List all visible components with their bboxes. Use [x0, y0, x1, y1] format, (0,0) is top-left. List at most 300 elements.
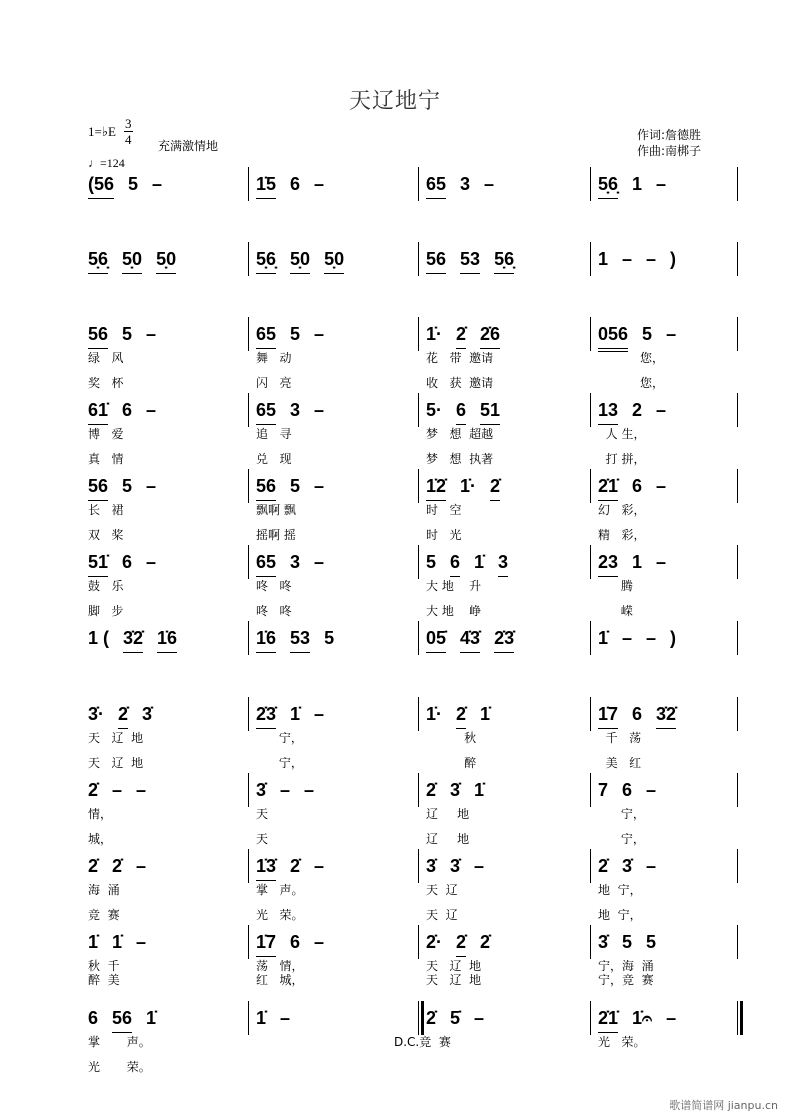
notes — [256, 701, 324, 729]
lyric-line: 绿 风 — [88, 351, 124, 365]
note: – — [112, 780, 123, 800]
lyric-line: 时 空 — [426, 503, 462, 517]
note: 1̇5 — [256, 171, 276, 199]
barline — [248, 317, 249, 351]
note: 3̇ — [256, 780, 267, 800]
lyric-line: 情， — [88, 807, 113, 821]
tempo-marking: ♩=124 — [88, 156, 125, 170]
lyric-line: 人 生， — [598, 427, 646, 441]
note: – — [314, 552, 325, 572]
notes — [256, 246, 344, 274]
notes — [426, 853, 484, 880]
lyric-line: 竞 赛 — [88, 908, 120, 922]
note: 56 — [88, 473, 108, 501]
note: – — [136, 932, 147, 952]
note: 1 — [598, 249, 609, 269]
barline — [590, 469, 591, 503]
score-line — [0, 780, 790, 849]
notes — [256, 397, 324, 425]
notes — [256, 929, 324, 957]
note: 2̇3̇ — [256, 701, 276, 729]
note: 13 — [598, 397, 618, 425]
note: ) — [670, 628, 677, 648]
barline — [418, 393, 419, 427]
lyric-line: 美 红 — [598, 756, 642, 770]
note: 2̇ — [426, 1008, 437, 1028]
note: 56 — [426, 246, 446, 274]
note: 1̇𝄐 — [632, 1008, 653, 1028]
lyric-line: 辽 地 — [426, 832, 470, 846]
time-signature-bottom: 4 — [125, 132, 132, 147]
note: 1̇ — [112, 932, 123, 952]
note: – — [474, 1008, 485, 1028]
lyric-line: 您， — [598, 376, 664, 390]
note: 2̇ — [480, 932, 491, 952]
key-signature: 1=♭E — [88, 124, 116, 139]
notes — [426, 1005, 484, 1032]
lyric-line: 脚 步 — [88, 604, 124, 618]
barline — [737, 697, 738, 731]
barline — [737, 925, 738, 959]
note: 5 — [622, 932, 633, 952]
note: 5 — [122, 476, 133, 496]
note: 1 — [632, 174, 643, 194]
note: – — [136, 780, 147, 800]
lyric-line: 真 情 — [88, 452, 124, 466]
note: 5̣6̣ — [598, 171, 618, 199]
barline — [248, 697, 249, 731]
note: 5 — [324, 628, 335, 648]
note: 5 — [646, 932, 657, 952]
note: – — [314, 476, 325, 496]
barline — [737, 317, 738, 351]
lyric-line: 秋 千 — [88, 959, 120, 973]
note: 2̇ — [490, 473, 500, 501]
barline — [590, 242, 591, 276]
notes — [256, 777, 314, 804]
note: 3̇· — [88, 704, 105, 724]
barline — [248, 773, 249, 807]
note: 2̇ — [456, 701, 466, 729]
note: 3̇ — [142, 704, 153, 724]
note: – — [666, 324, 677, 344]
note: 2̇· — [426, 932, 443, 952]
lyric-line: 舞 动 — [256, 351, 292, 365]
lyric-line: 时 光 — [426, 528, 462, 542]
lyric-line: 醉 — [426, 756, 477, 770]
note: 2̇ — [88, 780, 99, 800]
lyric-line: 宁，竞 赛 — [598, 973, 654, 987]
notes — [256, 625, 334, 653]
notes — [598, 321, 676, 352]
note: 1̇3̇ — [256, 853, 276, 881]
lyric-line: 飘啊 飘 — [256, 503, 296, 517]
lyric-line: 鼓 乐 — [88, 579, 124, 593]
note: 65 — [256, 321, 276, 349]
note: 3̇ — [622, 856, 633, 876]
note: 6 — [122, 400, 133, 420]
note: 5̣6̣ — [256, 246, 276, 274]
lyric-line: 千 荡 — [598, 731, 642, 745]
lyric-line: 腾 — [598, 579, 633, 593]
note: 6 — [622, 780, 633, 800]
note: 61̇ — [88, 397, 108, 425]
notes — [256, 321, 324, 349]
barline — [737, 469, 738, 503]
note: 7 — [598, 780, 609, 800]
score-line — [0, 552, 790, 621]
barline — [248, 242, 249, 276]
barline — [590, 545, 591, 579]
note: 51̇ — [88, 549, 108, 577]
lyric-line: 咚 咚 — [256, 579, 292, 593]
note: 1̇· — [460, 476, 477, 496]
notes — [598, 853, 656, 880]
note: 23 — [598, 549, 618, 577]
note: 1̇ — [474, 780, 485, 800]
lyric-line: 红 城， — [256, 973, 304, 987]
score-line — [0, 174, 790, 243]
score-line — [0, 324, 790, 393]
note: 3 — [290, 552, 301, 572]
note: 2̇1̇ — [598, 473, 618, 501]
barline — [248, 621, 249, 655]
notes — [426, 246, 514, 274]
lyric-line: 辽 地 — [426, 807, 470, 821]
notes — [426, 929, 490, 957]
note: 5̣0 — [122, 246, 142, 274]
barline — [418, 1001, 424, 1035]
notes — [598, 171, 666, 199]
notes — [598, 1005, 676, 1033]
notes — [426, 321, 500, 349]
note: 65 — [256, 549, 276, 577]
lyric-line: 精 彩， — [598, 528, 646, 542]
note: 1̇ — [88, 932, 99, 952]
note: 65 — [256, 397, 276, 425]
note: – — [656, 552, 667, 572]
barline — [737, 242, 738, 276]
lyric-line: 城， — [88, 832, 113, 846]
barline — [248, 545, 249, 579]
note: 5 — [642, 324, 653, 344]
notes — [256, 853, 324, 881]
barline — [737, 849, 738, 883]
note: – — [656, 400, 667, 420]
note: – — [646, 628, 657, 648]
note: 2̇ — [456, 929, 466, 957]
note: 56 — [256, 473, 276, 501]
note: 6 — [632, 476, 643, 496]
score-line — [0, 1008, 790, 1077]
credits — [637, 127, 701, 159]
lyric-line: 光 荣。 — [88, 1060, 151, 1074]
barline — [418, 317, 419, 351]
note: 2̇ — [88, 856, 99, 876]
barline — [590, 697, 591, 731]
lyric-line: 天 辽 — [426, 883, 458, 897]
note: 56 — [88, 321, 108, 349]
barline — [737, 1001, 743, 1035]
barline — [418, 469, 419, 503]
note: 51 — [480, 397, 500, 425]
lyric-line: 长 裙 — [88, 503, 124, 517]
lyric-line: 宁， — [256, 731, 303, 745]
note: 5 — [122, 324, 133, 344]
note: 5 — [426, 552, 437, 572]
note: 5̣0 — [324, 246, 344, 274]
notes — [598, 549, 666, 577]
expression-marking: 充满激情地 — [158, 139, 219, 153]
time-signature-top: 3 — [125, 116, 132, 131]
note: – — [314, 856, 325, 876]
note: 6 — [88, 1008, 99, 1028]
notes — [426, 473, 500, 501]
note: – — [484, 174, 495, 194]
note: 3̇2̇ — [656, 701, 676, 729]
lyric-line: 天 辽 — [426, 908, 458, 922]
lyric-line: 嵘 — [598, 604, 633, 618]
note: 6 — [122, 552, 133, 572]
notes — [598, 929, 656, 956]
barline — [737, 545, 738, 579]
barline — [737, 167, 738, 201]
notes — [426, 397, 500, 425]
note: 1̇6 — [256, 625, 276, 653]
score-line — [0, 400, 790, 469]
note: 5̣6̣ — [494, 246, 514, 274]
lyric-line: 花 带 邀请 — [426, 351, 494, 365]
score-line — [0, 476, 790, 545]
lyric-line: 醉 美 — [88, 973, 120, 987]
note: – — [314, 174, 325, 194]
notes — [256, 473, 324, 501]
barline — [418, 242, 419, 276]
note: – — [136, 856, 147, 876]
note: – — [656, 476, 667, 496]
lyric-line: 梦 想 执著 — [426, 452, 494, 466]
barline — [590, 1001, 591, 1035]
note: 6 — [632, 704, 643, 724]
barline — [590, 849, 591, 883]
note: 1̇ — [146, 1008, 157, 1028]
note: 6 — [456, 397, 466, 425]
notes — [598, 246, 676, 273]
notes — [88, 171, 162, 199]
note: 056 — [598, 321, 628, 352]
note: – — [280, 1008, 291, 1028]
note: 5̣0 — [156, 246, 176, 274]
note: 2̇ — [118, 701, 128, 729]
note: 2̇ — [290, 856, 301, 876]
note: – — [656, 174, 667, 194]
barline — [248, 925, 249, 959]
notes — [88, 701, 152, 729]
lyric-line: 天 — [256, 832, 269, 846]
barline — [418, 773, 419, 807]
barline — [737, 393, 738, 427]
notes — [88, 397, 156, 425]
lyric-line: 双 桨 — [88, 528, 124, 542]
note: 1̇ — [474, 552, 485, 572]
song-title: 天辽地宁 — [348, 89, 441, 114]
lyric-line: 博 爱 — [88, 427, 124, 441]
note: 2̇1̇ — [598, 1005, 618, 1033]
note: 2̇6 — [480, 321, 500, 349]
barline — [590, 773, 591, 807]
barline — [418, 925, 419, 959]
note: – — [314, 704, 325, 724]
note: – — [646, 856, 657, 876]
note: 3̇ — [598, 932, 609, 952]
lyric-line: 荡 情， — [256, 959, 304, 973]
lyric-line: 闪 亮 — [256, 376, 292, 390]
note: – — [146, 476, 157, 496]
notes — [256, 549, 324, 577]
note: 3̇ — [450, 856, 461, 876]
note: 2̇ — [426, 780, 437, 800]
barline — [590, 317, 591, 351]
score-line — [0, 856, 790, 925]
note: 1̇7 — [256, 929, 276, 957]
notes — [426, 549, 508, 577]
note: – — [622, 249, 633, 269]
barline — [248, 167, 249, 201]
lyric-line: 天 辽 地 — [88, 731, 144, 745]
lyric-line: 天 — [256, 807, 269, 821]
note: – — [474, 856, 485, 876]
note: 1̇6 — [157, 625, 177, 653]
notes — [88, 777, 146, 804]
lyric-line: 咚 咚 — [256, 604, 292, 618]
notes — [598, 473, 666, 501]
barline — [418, 167, 419, 201]
lyric-line: 大 地 峥 — [426, 604, 482, 618]
barline — [248, 393, 249, 427]
lyric-line: 摇啊 摇 — [256, 528, 296, 542]
note: 2 — [632, 400, 643, 420]
note: 6 — [290, 174, 301, 194]
note: 1 ( — [88, 628, 110, 648]
barline — [590, 167, 591, 201]
notes — [256, 171, 324, 199]
lyric-line: 追 寻 — [256, 427, 292, 441]
composer: 作曲:南梆子 — [637, 144, 702, 158]
barline — [737, 773, 738, 807]
barline — [590, 621, 591, 655]
note: – — [146, 552, 157, 572]
note: 3̇2̇ — [123, 625, 143, 653]
note: ) — [670, 249, 677, 269]
note: 3̇ — [450, 780, 461, 800]
note: 2̇ — [112, 856, 123, 876]
note: 3 — [498, 549, 508, 577]
notes — [598, 625, 676, 652]
note: 53 — [290, 625, 310, 653]
lyric-line: 地 宁， — [598, 883, 642, 897]
note: 5̇ — [450, 1008, 461, 1028]
note: 2̇ — [598, 856, 609, 876]
note: 1̇ — [256, 1008, 267, 1028]
note: 6 — [450, 549, 460, 577]
notes — [426, 625, 514, 653]
note: – — [666, 1008, 677, 1028]
note: 2̇ — [456, 321, 466, 349]
barline — [418, 621, 419, 655]
lyric-line: 光 荣。 — [256, 908, 304, 922]
note: 1̇ — [480, 704, 491, 724]
barline — [590, 925, 591, 959]
note: 5· — [426, 400, 443, 420]
score-line — [0, 249, 790, 318]
barline — [418, 849, 419, 883]
lyric-line: 宁， — [598, 832, 645, 846]
note: – — [622, 628, 633, 648]
note: – — [646, 780, 657, 800]
note: 1̇ — [290, 704, 301, 724]
notes — [426, 701, 490, 729]
note: – — [280, 780, 291, 800]
score-line — [0, 628, 790, 697]
notes — [88, 321, 156, 349]
note: 1̇ — [598, 628, 609, 648]
note: – — [152, 174, 163, 194]
barline — [418, 545, 419, 579]
notes — [256, 1005, 290, 1032]
note: 5 — [290, 476, 301, 496]
barline — [248, 469, 249, 503]
lyric-line: 宁，海 涌 — [598, 959, 654, 973]
note: 3 — [290, 400, 301, 420]
note: – — [146, 324, 157, 344]
lyric-line: 掌 声。 — [88, 1035, 151, 1049]
barline — [248, 849, 249, 883]
lyric-line: 海 涌 — [88, 883, 120, 897]
notes — [88, 549, 156, 577]
notes — [426, 777, 484, 804]
note: – — [646, 249, 657, 269]
notes — [598, 397, 666, 425]
lyric-line: 秋 — [426, 731, 477, 745]
barline — [418, 697, 419, 731]
note: 3̇ — [426, 856, 437, 876]
score-line — [0, 704, 790, 773]
barline — [590, 393, 591, 427]
notes — [598, 701, 676, 729]
lyric-line: 梦 想 超越 — [426, 427, 494, 441]
note: 05̇ — [426, 625, 446, 653]
note: – — [314, 400, 325, 420]
lyric-line: 掌 声。 — [256, 883, 304, 897]
notes — [88, 853, 146, 880]
barline — [737, 621, 738, 655]
barline — [248, 1001, 249, 1035]
note: 4̇3̇ — [460, 625, 480, 653]
note: 53 — [460, 246, 480, 274]
note: 1 — [632, 552, 643, 572]
lyricist: 作词:詹德胜 — [637, 128, 702, 142]
lyric-line: 奖 杯 — [88, 376, 124, 390]
note: 5 — [290, 324, 301, 344]
lyric-line: 宁， — [598, 807, 645, 821]
lyric-line: 光 荣。 — [598, 1035, 646, 1049]
note: – — [304, 780, 315, 800]
lyric-line: 天 辽 地 — [426, 959, 482, 973]
note: – — [314, 324, 325, 344]
notes — [88, 929, 146, 956]
note: – — [146, 400, 157, 420]
lyric-line: 幻 彩， — [598, 503, 646, 517]
